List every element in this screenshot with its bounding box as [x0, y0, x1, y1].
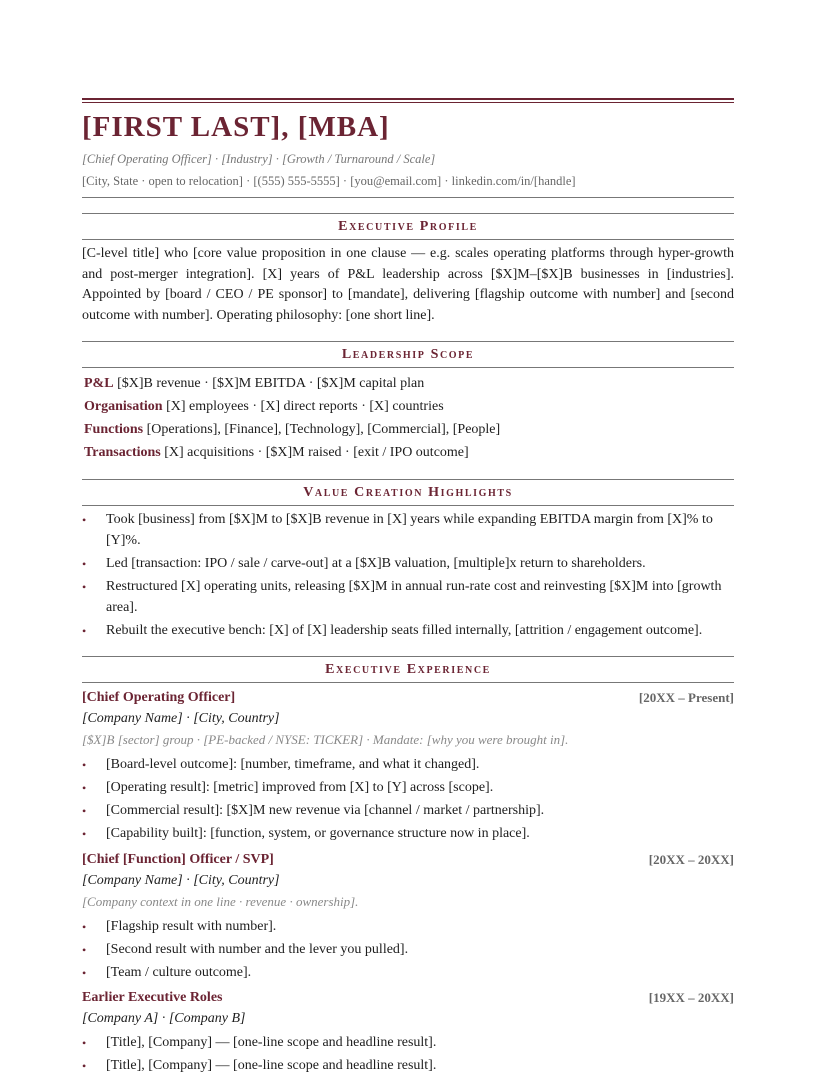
- role-bullets: [82, 1033, 734, 1077]
- scope-value: [X] employees · [X] direct reports · [X] countries: [162, 399, 444, 415]
- bullet-icon: •: [82, 942, 87, 957]
- scope-row-transactions: [82, 441, 734, 464]
- contact-line: [City, State · open to relocation] · [(555) 555-5555] · [you@email.com] · linkedin.com/in/[handle]: [82, 172, 734, 198]
- bullet-icon: •: [82, 781, 87, 796]
- list-item: • [Board-level outcome]: [number, timeframe, and what it changed].: [82, 755, 734, 776]
- bullet-icon: •: [82, 965, 87, 980]
- section-heading-scope: Leadership Scope: [82, 341, 734, 368]
- list-item: • [Second result with number and the lever you pulled].: [82, 940, 734, 961]
- role-title: [Chief Operating Officer]: [82, 690, 236, 706]
- role-title: Earlier Executive Roles: [82, 990, 223, 1006]
- resume-page: [82, 98, 734, 1079]
- role-header: [82, 688, 734, 708]
- role-dates: [19XX – 20XX]: [648, 990, 734, 1006]
- list-item: • Led [transaction: IPO / sale / carve-out] at a [$X]B valuation, [multiple]x return to shareholders.: [82, 554, 734, 575]
- scope-row-pl: [82, 372, 734, 395]
- scope-key: Organisation: [84, 399, 163, 415]
- scope-value: [Operations], [Finance], [Technology], [Commercial], [People]: [143, 422, 501, 438]
- section-heading-profile: Executive Profile: [82, 213, 734, 240]
- bullet-icon: •: [82, 804, 87, 819]
- bullet-icon: •: [82, 513, 87, 528]
- list-item: • [Title], [Company] — [one-line scope and headline result].: [82, 1033, 734, 1054]
- top-rule: [82, 98, 734, 103]
- highlights-list: [82, 510, 734, 641]
- bullet-icon: •: [82, 1059, 87, 1074]
- bullet-icon: •: [82, 556, 87, 571]
- scope-list: [82, 372, 734, 464]
- role-company: [Company Name] · [City, Country]: [82, 872, 280, 888]
- role-company: [Company Name] · [City, Country]: [82, 711, 280, 727]
- role-context: [$X]B [sector] group · [PE-backed / NYSE: TICKER] · Mandate: [why you were brought in].: [82, 732, 569, 748]
- role-dates: [20XX – Present]: [638, 690, 734, 706]
- list-item: • [Team / culture outcome].: [82, 963, 734, 984]
- role-dates: [20XX – 20XX]: [648, 851, 734, 867]
- list-item: • [Flagship result with number].: [82, 917, 734, 938]
- role-bullets: [82, 917, 734, 984]
- role-header: [82, 850, 734, 870]
- role-entry: [82, 850, 734, 984]
- bullet-icon: •: [82, 623, 87, 638]
- section-heading-experience: Executive Experience: [82, 656, 734, 683]
- role-entry: [82, 988, 734, 1077]
- list-item: • Took [business] from [$X]M to [$X]B revenue in [X] years while expanding EBITDA margin from [X]% to [Y]%.: [82, 512, 713, 548]
- bullet-icon: •: [82, 1036, 87, 1051]
- scope-key: P&L: [84, 376, 114, 392]
- list-item: • [Operating result]: [metric] improved from [X] to [Y] across [scope].: [82, 778, 734, 799]
- profile-text: [C-level title] who [core value proposition in one clause — e.g. scales operating platforms through hyper-growth and post-merger integration]. [X] years of P&L leadership across [$X]M–[$X]B businesses in [industries]. Appointed by [board / CEO / PE sponsor] to [mandate], delivering [flagship outcome with number] and [second outcome with number]. Operating philosophy: [one short line].: [82, 246, 734, 323]
- bullet-icon: •: [82, 827, 87, 842]
- bullet-icon: •: [82, 579, 87, 594]
- bullet-icon: •: [82, 919, 87, 934]
- role-entry: [82, 688, 734, 845]
- scope-row-organisation: [82, 395, 734, 418]
- scope-value: [$X]B revenue · [$X]M EBITDA · [$X]M capital plan: [113, 376, 425, 392]
- scope-key: Transactions: [84, 445, 161, 461]
- role-title: [Chief [Function] Officer / SVP]: [82, 851, 274, 867]
- bullet-icon: •: [82, 758, 87, 773]
- role-bullets: [82, 755, 734, 845]
- scope-value: [X] acquisitions · [$X]M raised · [exit / IPO outcome]: [160, 445, 469, 461]
- candidate-name: [FIRST LAST], [MBA]: [82, 111, 390, 143]
- scope-row-functions: [82, 418, 734, 441]
- list-item: • [Title], [Company] — [one-line scope and headline result].: [82, 1056, 734, 1077]
- list-item: • [Commercial result]: [$X]M new revenue via [channel / market / partnership].: [82, 801, 734, 822]
- role-company: [Company A] · [Company B]: [82, 1011, 246, 1027]
- list-item: • [Capability built]: [function, system, or governance structure now in place].: [82, 824, 734, 845]
- role-header: [82, 988, 734, 1008]
- section-heading-highlights: Value Creation Highlights: [82, 479, 734, 506]
- list-item: • Restructured [X] operating units, releasing [$X]M in annual run-rate cost and reinvesting [$X]M into [growth area].: [82, 578, 722, 615]
- list-item: • Rebuilt the executive bench: [X] of [X] leadership seats filled internally, [attrition / engagement outcome].: [82, 621, 734, 642]
- tagline: [Chief Operating Officer] · [Industry] · [Growth / Turnaround / Scale]: [82, 152, 436, 166]
- scope-key: Functions: [84, 422, 144, 438]
- role-context: [Company context in one line · revenue · ownership].: [82, 893, 359, 909]
